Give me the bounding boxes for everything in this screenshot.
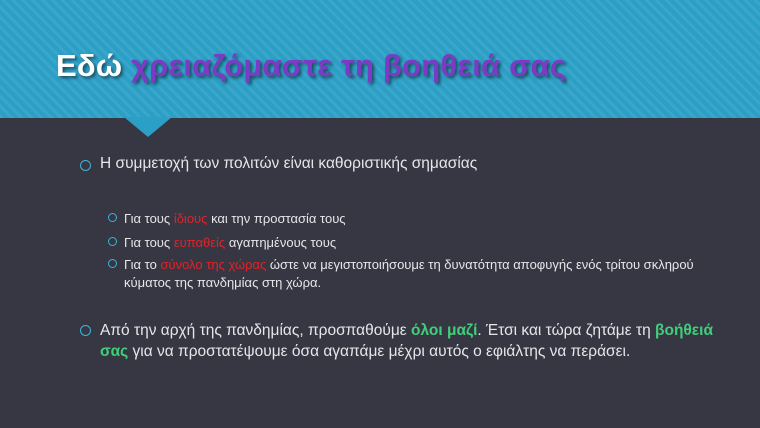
text-mid: . Έτσι και τώρα ζητάμε τη: [477, 322, 651, 339]
text-highlight: σύνολο της χώρας: [160, 257, 267, 272]
header-notch: [124, 117, 172, 137]
text-pre: Για τους: [124, 211, 171, 226]
bullet-ring-icon: [108, 213, 117, 222]
text-post: για να προστατέψουμε όσα αγαπάμε μέχρι αυτός ο εφιάλτης να περάσει.: [132, 343, 631, 360]
title-part-1: Εδώ: [56, 48, 123, 83]
text-pre: Για το: [124, 257, 157, 272]
bullet-ring-icon: [108, 237, 117, 246]
bullet-ring-icon: [80, 325, 91, 336]
text-pre: Για τους: [124, 235, 171, 250]
sub-bullet-text: [124, 234, 336, 252]
bullet-text: [100, 320, 740, 362]
text-post: αγαπημένους τους: [228, 235, 337, 250]
text-post: και την προστασία τους: [211, 211, 346, 226]
title-part-2: χρειαζόμαστε τη βοηθειά σας: [131, 48, 567, 83]
bullet-text: Η συμμετοχή των πολιτών είναι καθοριστικής σημασίας: [100, 155, 478, 172]
text-highlight-help: βοήθειά σας: [100, 322, 713, 360]
bullet-ring-icon: [108, 259, 117, 268]
bullet-ring-icon: [80, 160, 91, 171]
sub-bullet-text: [124, 256, 724, 292]
text-post: ώστε να μεγιστοποιήσουμε τη δυνατότητα αποφυγής ενός τρίτου σκληρού κύματος της πανδημίας στη χώρα.: [124, 257, 694, 290]
text-highlight-together: όλοι μαζί: [410, 322, 478, 339]
text-highlight: ίδιους: [173, 211, 208, 226]
text-highlight: ευπαθείς: [173, 235, 226, 250]
slide-title: [56, 48, 566, 84]
sub-bullet-text: [124, 210, 346, 228]
text-pre: Από την αρχή της πανδημίας, προσπαθούμε: [100, 322, 407, 339]
